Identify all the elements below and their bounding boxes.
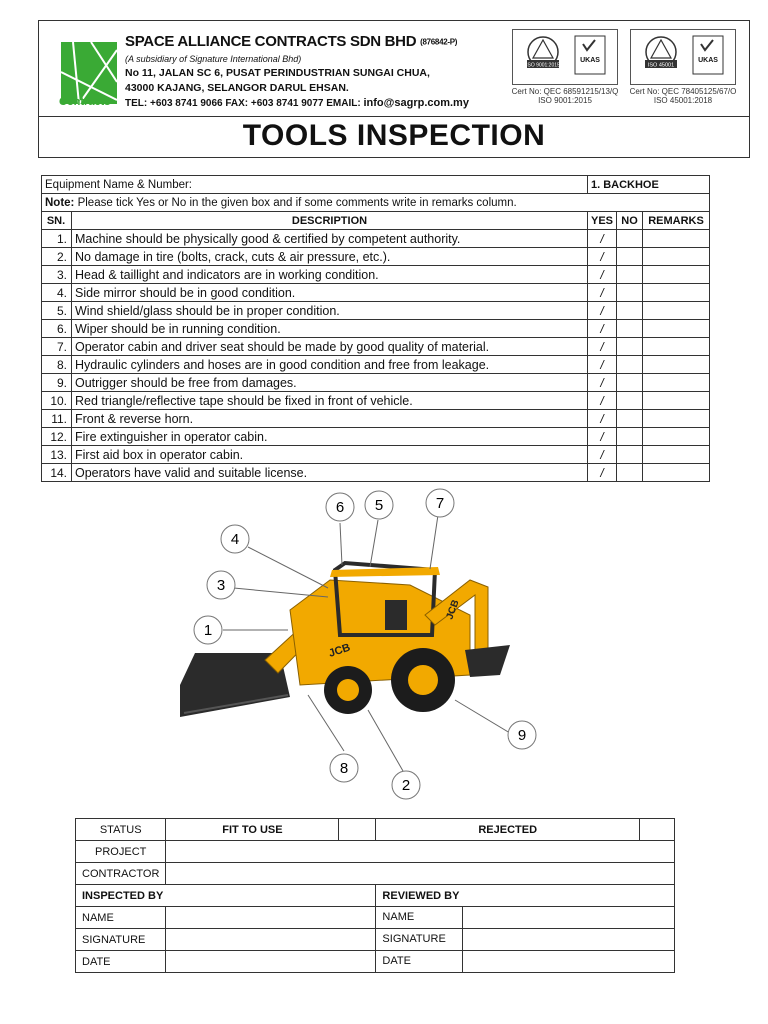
svg-text:ISO 45001: ISO 45001 <box>647 62 675 69</box>
checklist-description: Operators have valid and suitable license. <box>72 464 588 482</box>
checklist-remarks-box[interactable] <box>643 356 710 374</box>
callout-9 <box>508 721 536 749</box>
checklist-description: Hydraulic cylinders and hoses are in good condition and free from leakage. <box>72 356 588 374</box>
company-address-line2: 43000 KAJANG, SELANGOR DARUL EHSAN. <box>125 82 349 94</box>
status-row <box>76 819 675 841</box>
checklist-description: No damage in tire (bolts, crack, cuts & air pressure, etc.). <box>72 248 588 266</box>
header-remarks: REMARKS <box>643 212 710 230</box>
checklist-description: Side mirror should be in good condition. <box>72 284 588 302</box>
svg-text:6: 6 <box>335 499 345 516</box>
svg-text:UKAS: UKAS <box>698 57 718 64</box>
checklist-yes-box[interactable]: / <box>587 392 616 410</box>
reviewer-name-label: NAME <box>376 907 463 928</box>
checklist-remarks-box[interactable] <box>643 428 710 446</box>
checklist-yes-box[interactable]: / <box>587 320 616 338</box>
status-label: STATUS <box>76 819 166 841</box>
checklist-no-box[interactable] <box>617 266 643 284</box>
checklist-yes-box[interactable]: / <box>587 284 616 302</box>
checklist-row <box>42 284 710 302</box>
callout-8 <box>330 754 358 782</box>
checklist-sn: 7. <box>42 338 72 356</box>
checklist-no-box[interactable] <box>617 464 643 482</box>
checklist-description: Machine should be physically good & certified by competent authority. <box>72 230 588 248</box>
svg-text:JCB: JCB <box>327 641 352 660</box>
checklist-header-row <box>42 212 710 230</box>
checklist-sn: 11. <box>42 410 72 428</box>
checklist-sn: 12. <box>42 428 72 446</box>
checklist-row <box>42 320 710 338</box>
checklist-remarks-box[interactable] <box>643 302 710 320</box>
checklist-remarks-box[interactable] <box>643 248 710 266</box>
checklist-sn: 4. <box>42 284 72 302</box>
inspector-date-label: DATE <box>76 951 166 973</box>
checklist-remarks-box[interactable] <box>643 374 710 392</box>
svg-text:ISO 9001:2015: ISO 9001:2015 <box>526 62 560 69</box>
checklist-description: Wind shield/glass should be in proper condition. <box>72 302 588 320</box>
checklist-sn: 8. <box>42 356 72 374</box>
callout-7 <box>426 489 454 517</box>
inspected-by-label: INSPECTED BY <box>76 885 376 907</box>
inspection-checklist-table <box>41 175 710 482</box>
checklist-yes-box[interactable]: / <box>587 428 616 446</box>
cert-badge-iso9001 <box>512 29 618 85</box>
equipment-label: Equipment Name & Number: <box>42 176 588 194</box>
note-row <box>42 194 710 212</box>
callout-1 <box>194 616 222 644</box>
checklist-sn: 2. <box>42 248 72 266</box>
svg-text:7: 7 <box>435 495 445 512</box>
checklist-yes-box[interactable]: / <box>587 230 616 248</box>
signoff-header-row <box>76 885 675 907</box>
checklist-no-box[interactable] <box>617 356 643 374</box>
company-subsidiary: (A subsidiary of Signature International Bhd) <box>125 54 302 64</box>
checklist-row <box>42 410 710 428</box>
reviewer-name-cell <box>376 907 675 929</box>
svg-text:5: 5 <box>374 497 384 514</box>
reviewer-signature-cell <box>376 929 675 951</box>
equipment-value[interactable]: 1. BACKHOE <box>587 176 709 194</box>
inspector-signature-field[interactable] <box>166 929 376 951</box>
svg-text:JCB: JCB <box>444 598 462 622</box>
reviewed-by-label: REVIEWED BY <box>376 885 675 907</box>
checklist-row <box>42 392 710 410</box>
callout-6 <box>326 493 354 521</box>
qec-iso-badge-icon <box>631 30 735 84</box>
fit-to-use-checkbox[interactable] <box>339 819 376 841</box>
checklist-no-box[interactable] <box>617 320 643 338</box>
checklist-row <box>42 302 710 320</box>
checklist-row <box>42 428 710 446</box>
checklist-row <box>42 248 710 266</box>
backhoe-illustration <box>170 485 550 805</box>
callout-3 <box>207 571 235 599</box>
checklist-description: Front & reverse horn. <box>72 410 588 428</box>
svg-text:4: 4 <box>230 531 240 548</box>
checklist-no-box[interactable] <box>617 410 643 428</box>
logo-text: Contracts <box>59 96 111 108</box>
checklist-body <box>42 230 710 482</box>
checklist-remarks-box[interactable] <box>643 446 710 464</box>
checklist-remarks-box[interactable] <box>643 266 710 284</box>
contractor-label: CONTRACTOR <box>76 863 166 885</box>
checklist-yes-box[interactable]: / <box>587 356 616 374</box>
svg-text:2: 2 <box>401 777 411 794</box>
callout-2 <box>392 771 420 799</box>
checklist-remarks-box[interactable] <box>643 284 710 302</box>
checklist-no-box[interactable] <box>617 248 643 266</box>
checklist-row <box>42 338 710 356</box>
project-row <box>76 841 675 863</box>
checklist-description: Wiper should be in running condition. <box>72 320 588 338</box>
page-title: TOOLS INSPECTION <box>242 119 546 152</box>
checklist-remarks-box[interactable] <box>643 338 710 356</box>
cert-number-2: Cert No: QEC 78405125/67/O ISO 45001:2018 <box>629 87 737 105</box>
svg-text:1: 1 <box>203 622 213 639</box>
checklist-yes-box[interactable]: / <box>587 374 616 392</box>
signature-row <box>76 929 675 951</box>
checklist-remarks-box[interactable] <box>643 392 710 410</box>
inspector-name-label: NAME <box>76 907 166 929</box>
checklist-no-box[interactable] <box>617 230 643 248</box>
checklist-description: Operator cabin and driver seat should be made by good quality of material. <box>72 338 588 356</box>
project-field[interactable] <box>166 841 675 863</box>
header-no: NO <box>617 212 643 230</box>
inspector-name-field[interactable] <box>166 907 376 929</box>
callout-4 <box>221 525 249 553</box>
checklist-yes-box[interactable]: / <box>587 464 616 482</box>
checklist-sn: 13. <box>42 446 72 464</box>
checklist-description: Outrigger should be free from damages. <box>72 374 588 392</box>
svg-text:UKAS: UKAS <box>580 57 600 64</box>
inspector-date-field[interactable] <box>166 951 376 973</box>
checklist-yes-box[interactable]: / <box>587 266 616 284</box>
svg-text:9: 9 <box>517 727 527 744</box>
company-reg-no: (876842-P) <box>420 37 458 47</box>
checklist-remarks-box[interactable] <box>643 320 710 338</box>
checklist-sn: 1. <box>42 230 72 248</box>
checklist-description: Head & taillight and indicators are in working condition. <box>72 266 588 284</box>
rejected-label: REJECTED <box>376 819 640 841</box>
fit-to-use-label: FIT TO USE <box>166 819 339 841</box>
checklist-description: First aid box in operator cabin. <box>72 446 588 464</box>
callout-5 <box>365 491 393 519</box>
checklist-no-box[interactable] <box>617 446 643 464</box>
date-row <box>76 951 675 973</box>
letterhead <box>38 20 750 158</box>
checklist-no-box[interactable] <box>617 428 643 446</box>
company-email: info@sagrp.com.my <box>363 97 469 109</box>
checklist-remarks-box[interactable] <box>643 410 710 428</box>
checklist-yes-box[interactable]: / <box>587 446 616 464</box>
checklist-row <box>42 356 710 374</box>
reviewer-date-label: DATE <box>376 951 463 972</box>
checklist-sn: 14. <box>42 464 72 482</box>
name-row <box>76 907 675 929</box>
project-label: PROJECT <box>76 841 166 863</box>
company-address-line1: No 11, JALAN SC 6, PUSAT PERINDUSTRIAN SUNGAI CHUA, <box>125 67 430 79</box>
checklist-row <box>42 464 710 482</box>
contractor-row <box>76 863 675 885</box>
contractor-field[interactable] <box>166 863 675 885</box>
checklist-no-box[interactable] <box>617 338 643 356</box>
inspector-signature-label: SIGNATURE <box>76 929 166 951</box>
qec-iso-badge-icon <box>513 30 617 84</box>
checklist-sn: 5. <box>42 302 72 320</box>
checklist-row <box>42 446 710 464</box>
checklist-sn: 6. <box>42 320 72 338</box>
company-contact: TEL: +603 8741 9066 FAX: +603 8741 9077 EMAIL: info@sagrp.com.my <box>125 97 469 109</box>
checklist-yes-box[interactable]: / <box>587 410 616 428</box>
checklist-description: Fire extinguisher in operator cabin. <box>72 428 588 446</box>
rejected-checkbox[interactable] <box>640 819 675 841</box>
checklist-description: Red triangle/reflective tape should be fixed in front of vehicle. <box>72 392 588 410</box>
checklist-row <box>42 374 710 392</box>
checklist-row <box>42 266 710 284</box>
approval-form-table <box>75 818 675 973</box>
svg-text:3: 3 <box>216 577 226 594</box>
checklist-no-box[interactable] <box>617 302 643 320</box>
checklist-yes-box[interactable]: / <box>587 302 616 320</box>
header-yes: YES <box>587 212 616 230</box>
checklist-remarks-box[interactable] <box>643 464 710 482</box>
reviewer-date-cell <box>376 951 675 973</box>
checklist-row <box>42 230 710 248</box>
checklist-remarks-box[interactable] <box>643 230 710 248</box>
cert-number-1: Cert No: QEC 68591215/13/Q ISO 9001:2015 <box>511 87 619 105</box>
note-text: Note: Please tick Yes or No in the given box and if some comments write in remarks column. <box>42 194 710 212</box>
checklist-yes-box[interactable]: / <box>587 338 616 356</box>
header-description: DESCRIPTION <box>72 212 588 230</box>
reviewer-signature-label: SIGNATURE <box>376 929 463 950</box>
header-sn: SN. <box>42 212 72 230</box>
checklist-yes-box[interactable]: / <box>587 248 616 266</box>
checklist-no-box[interactable] <box>617 374 643 392</box>
checklist-sn: 9. <box>42 374 72 392</box>
equipment-row <box>42 176 710 194</box>
checklist-no-box[interactable] <box>617 284 643 302</box>
checklist-no-box[interactable] <box>617 392 643 410</box>
svg-text:8: 8 <box>339 760 349 777</box>
header-divider <box>39 116 749 117</box>
checklist-sn: 3. <box>42 266 72 284</box>
company-name: SPACE ALLIANCE CONTRACTS SDN BHD (876842-P) <box>125 33 458 50</box>
cert-badge-iso45001 <box>630 29 736 85</box>
checklist-sn: 10. <box>42 392 72 410</box>
